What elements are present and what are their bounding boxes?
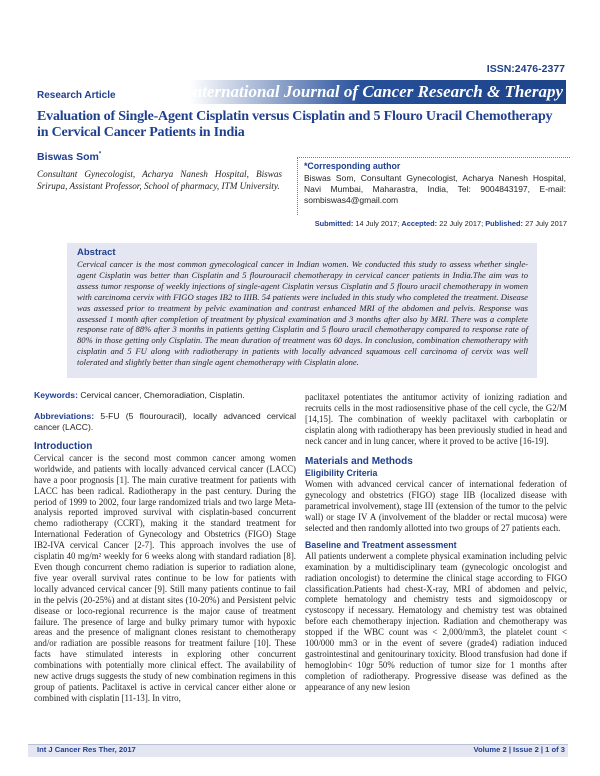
introduction-paragraph-continued: paclitaxel potentiates the antitumor activity of ionizing radiation and recruits cells in the most radiosensitive phase of the cell cycle, the G2/M [14,15]. The combination of weekly paclitaxel with carboplatin or cisplatin along with radiotherapy has been previously studied in head and neck cancer and in lung cancer, where it proved to be active [16-19]. [305,392,567,446]
journal-name: International Journal of Cancer Research & Therapy [186,82,563,101]
dates-line [315,219,567,228]
article-type: Research Article [37,90,116,101]
author-marker: * [98,151,102,158]
submitted-label: Submitted: [314,219,354,228]
right-column [305,392,567,693]
keywords-text: Cervical cancer, Chemoradiation, Cisplatin. [77,390,245,400]
eligibility-paragraph: Women with advanced cervical cancer of international federation of gynecology and obstetrics (FIGO) stage IIB (localized disease with parametrical involvement), stage III (extension of the tumor to the pelvic wall) or stage IV A (involvement of the bladder or rectal mucosa) were selected and then randomly allotted into two groups of 27 patients each. [305,479,567,533]
submitted-date: 14 July 2017; [355,219,400,228]
footer-page-info: Volume 2 | Issue 2 | 1 of 3 [473,745,565,754]
accepted-date: 22 July 2017; [439,219,484,228]
abstract-text: Cervical cancer is the most common gynecological cancer in Indian women. We conducted this study to assess whether single-agent Cisplatin was better than Cisplatin and 5 flourouracil chemotherapy in cervical cancer patients in India.The aim was to assess tumor response of weekly injections of single-agent Cisplatin versus Cisplatin and 5 flouro uracil chemotherapy in women with carcinoma cervix with FIGO stages IB2 to IIIB. 54 patients were included in this study who completed the treatment. Disease was assessed prior to treatment by pelvic examination and contrast enhanced MRI of the abdomen and pelvis. Response was assessed 1 month after completion of treatment by physical examination and 3 months after also by MRI. There was a complete response rate of 88% after 3 months in patients getting Cisplatin and 5 flouro uracil chemotherapy compared to response rate of 80% in those getting only Cisplatin. The mean duration of treatment was 60 days. In conclusion, combination chemotherapy with cisplatin and 5 FU along with radiotherapy in patients with locally advanced squamous cell carcinoma of cervix was well tolerated and slightly better than single agent chemotherapy with Cisplatin alone. [77,259,528,368]
published-label: Published: [485,219,524,228]
abbreviations [34,411,296,433]
published-date: 27 July 2017 [525,219,567,228]
footer-citation: Int J Cancer Res Ther, 2017 [37,745,136,754]
eligibility-heading: Eligibility Criteria [305,468,378,479]
introduction-paragraph: Cervical cancer is the second most common cancer among women worldwide, and patients with locally advanced cervical cancer (LACC) have a poor prognosis [1]. The main curative treatment for patients with LACC has been radical. Radiotherapy in the past century. During the period of 1999 to 2002, four large randomized trials and two large Meta-analysis reported improved survival with cisplatin-based concurrent chemo radiotherapy (CCRT), making it the standard treatment for International Federation of Gynecology and Obstetrics (FIGO) Stage IB2-IVA cervical Cancer [2-7]. This approach involves the use of cisplatin 40 mg/m² weekly for 6 weeks along with standard radiation [8]. Even though concurrent chemo radiation is superior to radiation alone, five year overall survival rates continue to be low for patients with locally advanced cervical cancer [9]. Still many patients continue to fail in the pelvis (20-25%) and at distant sites (10-20%) and Persistent pelvic disease or loco-regional recurrence is the major cause of treatment failure. The presence of large and bulky primary tumor with hypoxic areas and the presence of malignant clones resistant to chemotherapy and/or radiation are possible reasons for treatment failure [10]. These facts have stimulated interests in exploring other concurrent combinations with potentially more clinical effect. The availability of new active drugs suggests the study of new combination regimens in this group of patients. Paclitaxel is active in cervical cancer either alone or combined with cisplatin [11-13]. In vitro, [34,452,296,703]
methods-heading: Materials and Methods [305,455,413,467]
accepted-label: Accepted: [401,219,438,228]
abstract-box [67,243,537,378]
author-name-text: Biswas Som [37,151,99,163]
keywords [34,390,296,401]
introduction-heading: Introduction [34,441,93,452]
baseline-heading: Baseline and Treatment assessment [305,539,457,550]
corresponding-body: Biswas Som, Consultant Gynecologist, Acharya Nanesh Hospital, Navi Mumbai, Maharastra, India, Tel: 9004843197, E-mail: sombiswas4@gmail.com [304,173,566,206]
author-name [37,151,101,163]
abbreviations-label: Abbreviations: [34,411,95,421]
abstract-heading: Abstract [77,247,116,258]
corresponding-heading: *Corresponding author [304,161,401,171]
baseline-paragraph: All patients underwent a complete physical examination including pelvic examination by a multidisciplinary team (gynecologic oncologist and radiation oncologist) to determine the clinical stage according to FIGO classification.Patients had chest-X-ray, MRI of abdomen and pelvic, complete hematology and chemistry tests and sigmoidoscopy or cystoscopy if necessary. Hematology and chemistry test was obtained before each chemotherapy injection. Radiation and chemotherapy was stopped if the WBC count was < 2,000/mm3, the platelet count < 100/000 mm3 or in the event of severe (grade4) radiation induced gastrointestinal and genitourinary toxicity. Blood transfusion had done if hemoglobin< 10gr 50% reduction of tumor size for 1 months after completion of radiotherapy. Progressive disease was defined as the appearance of any new lesion [305,550,567,692]
left-column [34,390,296,704]
abbreviations-text: 5-FU (5 flourouracil), locally advanced cervical cancer (LACC). [34,411,296,432]
keywords-label: Keywords: [34,390,78,400]
article-title: Evaluation of Single-Agent Cisplatin versus Cisplatin and 5 Flouro Uracil Chemotherapy in Cervical Cancer Patients in India [37,109,553,140]
author-affiliation: Consultant Gynecologist, Acharya Nanesh Hospital, Biswas Srirupa, Assistant Professor, School of pharmacy, ITM University. [37,169,282,191]
issn: ISSN:2476-2377 [486,63,565,75]
